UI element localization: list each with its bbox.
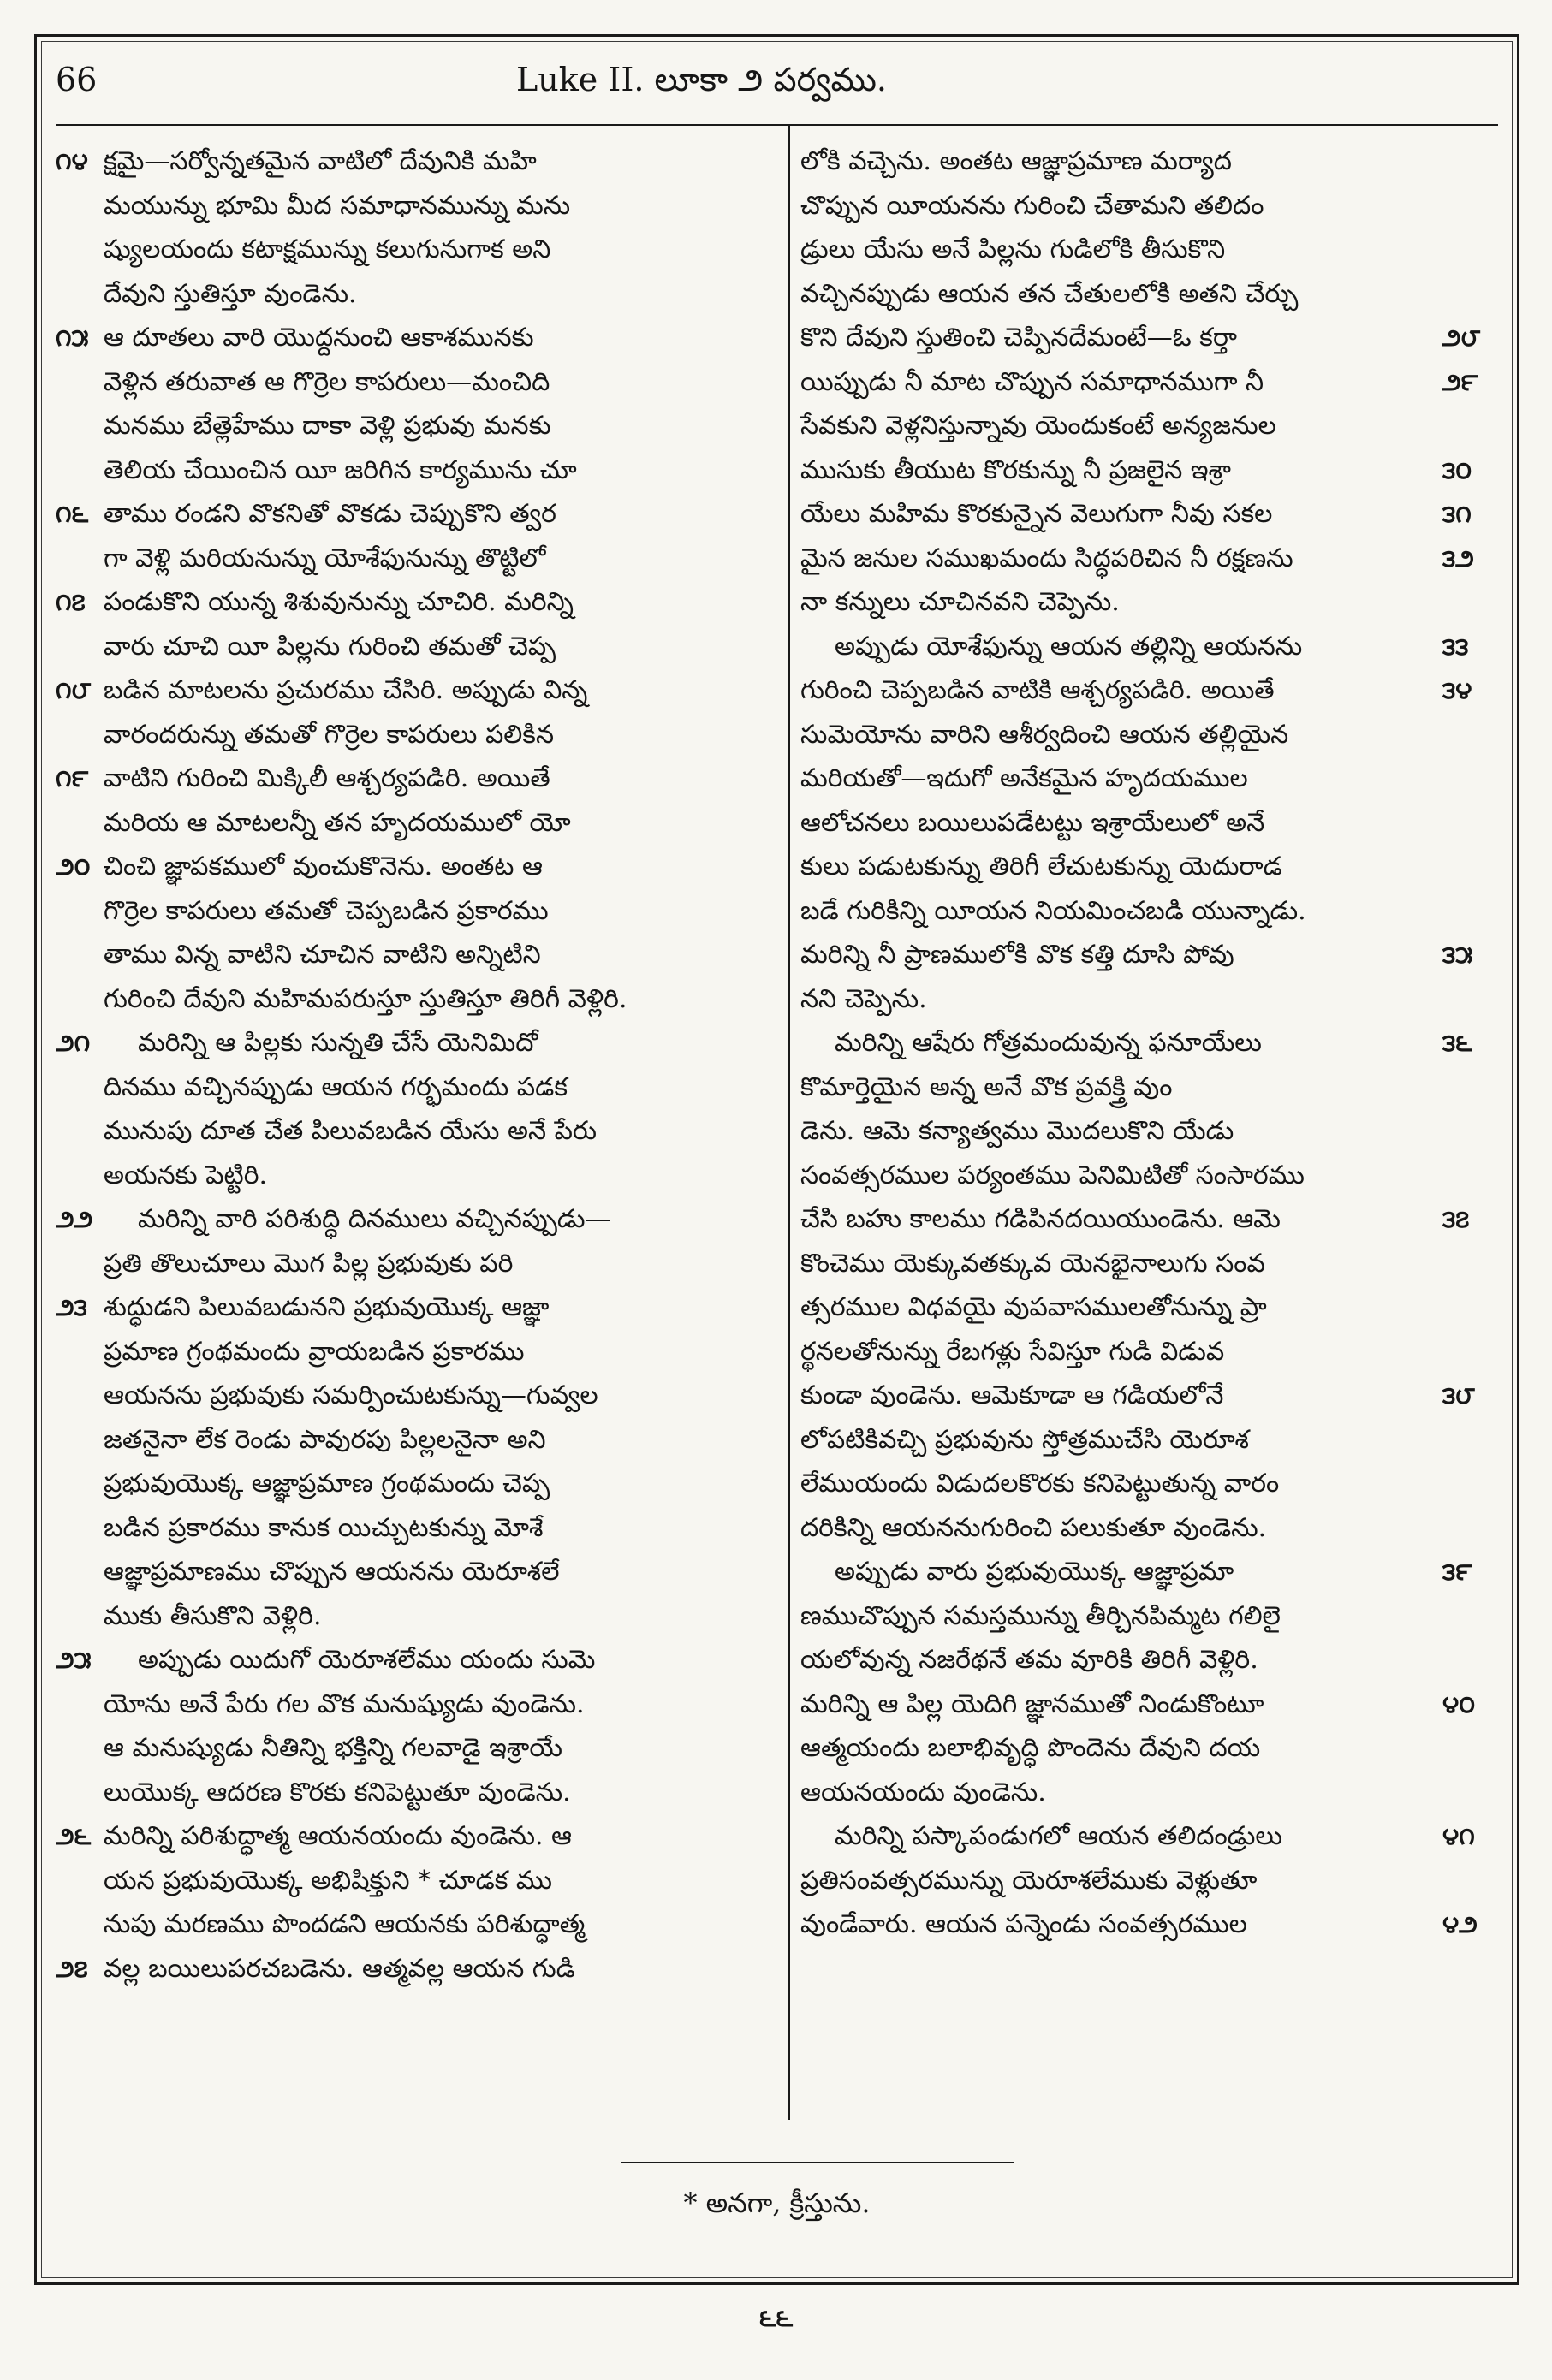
verse-text: నుపు మరణము పొందడని ఆయనకు పరిశుద్ధాత్మ bbox=[104, 1909, 586, 1939]
verse-line bbox=[800, 1374, 1501, 1418]
verse-line bbox=[56, 801, 779, 846]
verse-text: వుండేవారు. ఆయన పన్నెండు సంవత్సరముల bbox=[800, 1909, 1247, 1939]
verse-number: ౨౦ bbox=[56, 852, 91, 881]
verse-line bbox=[56, 1374, 779, 1418]
verse-text: వారు చూచి యీ పిల్లను గురించి తమతో చెప్ప bbox=[104, 631, 556, 662]
verse-text: చేసి బహు కాలము గడిపినదయియుండెను. ఆమె bbox=[800, 1204, 1281, 1234]
verse-text: ముసుకు తీయుట కొరకున్ను నీ ప్రజలైన ఇశ్రా bbox=[800, 454, 1231, 485]
verse-line bbox=[56, 1771, 779, 1815]
verse-line bbox=[800, 1683, 1501, 1727]
verse-line bbox=[56, 316, 779, 360]
verse-text: ప్రభువుయొక్క ఆజ్ఞాప్రమాణ గ్రంథమందు చెప్ప bbox=[104, 1469, 550, 1499]
verse-line bbox=[800, 184, 1501, 229]
verse-text: క్షమై—సర్వోన్నతమైన వాటిలో దేవునికి మహి bbox=[104, 146, 537, 176]
verse-text: వల్ల బయిలుపరచబడెను. ఆత్మవల్ల ఆయన గుడి bbox=[104, 1953, 575, 1984]
verse-text: లేముయందు విడుదలకొరకు కనిపెట్టుతున్న వారం bbox=[800, 1469, 1280, 1499]
verse-text: దరికిన్ని ఆయననుగురించి పలుకుతూ వుండెను. bbox=[800, 1512, 1267, 1543]
verse-line bbox=[56, 1021, 779, 1065]
verse-line bbox=[800, 1154, 1501, 1198]
verse-text: దినము వచ్చినప్పుడు ఆయన గర్భమందు పడక bbox=[104, 1071, 568, 1102]
verse-text: యన ప్రభువుయొక్క అభిషిక్తుని * చూడక ము bbox=[104, 1865, 553, 1896]
verse-line bbox=[56, 580, 779, 625]
page-header bbox=[37, 37, 1517, 122]
verse-text: పండుకొని యున్న శిశువునున్ను చూచిరి. మరిన్ని bbox=[104, 587, 574, 617]
verse-text: గొర్రెల కాపరులు తమతో చెప్పబడిన ప్రకారము bbox=[104, 895, 549, 926]
verse-line bbox=[800, 492, 1501, 537]
page-number: 66 bbox=[56, 61, 98, 98]
verse-text: మరియతో—ఇదుగో అనేకమైన హృదయముల bbox=[800, 763, 1248, 793]
verse-text: అప్పుడు యోశేఫున్ను ఆయన తల్లిన్ని ఆయనను bbox=[835, 631, 1303, 662]
verse-line bbox=[800, 1285, 1501, 1330]
verse-text: మరిన్ని ఆ పిల్ల యెదిగి జ్ఞానముతో నిండుకొంటూ bbox=[800, 1689, 1264, 1719]
verse-number: ౩౭ bbox=[1442, 1205, 1470, 1233]
verse-line bbox=[56, 1859, 779, 1903]
verse-text: యేలు మహిమ కొరకున్నైన వెలుగుగా నీవు సకల bbox=[800, 499, 1273, 529]
verse-text: మనము బేత్లెహేము దాకా వెళ్లి ప్రభువు మనకు bbox=[104, 411, 551, 441]
verse-text: ఆజ్ఞాప్రమాణము చొప్పున ఆయనను యెరూశలే bbox=[104, 1557, 560, 1587]
verse-text: మరిన్ని పరిశుద్ధాత్మ ఆయనయందు వుండెను. ఆ bbox=[104, 1821, 572, 1851]
verse-line bbox=[56, 1550, 779, 1594]
verse-line bbox=[800, 448, 1501, 493]
verse-number: ౩౨ bbox=[1442, 543, 1474, 573]
verse-line bbox=[800, 713, 1501, 757]
verse-text: ప్రతి తొలుచూలు మొగ పిల్ల ప్రభువుకు పరి bbox=[104, 1248, 514, 1279]
verse-text: ఆత్మయందు బలాభివృద్ధి పొందెను దేవుని దయ bbox=[800, 1733, 1261, 1763]
verse-line bbox=[56, 845, 779, 889]
verse-line bbox=[56, 713, 779, 757]
verse-number: ౩౯ bbox=[1442, 1558, 1472, 1586]
verse-line bbox=[800, 1330, 1501, 1374]
verse-number: ౨౭ bbox=[56, 1954, 88, 1983]
verse-line bbox=[56, 1330, 779, 1374]
verse-number: ౩౪ bbox=[1442, 676, 1472, 704]
signature-mark: ౬౬ bbox=[758, 2304, 794, 2332]
verse-line bbox=[800, 1462, 1501, 1506]
verse-line bbox=[800, 1109, 1501, 1154]
verse-text: సేవకుని వెళ్లనిస్తున్నావు యెందుకంటే అన్యజనుల bbox=[800, 411, 1276, 441]
verse-text: బడే గురికిన్ని యీయన నియమించబడి యున్నాడు. bbox=[800, 895, 1306, 926]
header-rule bbox=[56, 124, 1498, 126]
verse-line bbox=[800, 228, 1501, 272]
verse-number: ౨౨ bbox=[56, 1205, 93, 1233]
verse-text: తాము రండని వొకనితో వొకడు చెప్పుకొని త్వర bbox=[104, 499, 556, 529]
verse-text: సుమెయోను వారిని ఆశీర్వదించి ఆయన తల్లియైన bbox=[800, 719, 1289, 750]
verse-line bbox=[56, 625, 779, 669]
verse-line bbox=[800, 1902, 1501, 1947]
verse-line bbox=[56, 360, 779, 405]
verse-line bbox=[56, 977, 779, 1022]
verse-text: ఆ దూతలు వారి యొద్దనుంచి ఆకాశమునకు bbox=[104, 323, 534, 353]
verse-line bbox=[800, 580, 1501, 625]
verse-text: కొమార్తెయైన అన్న అనే వొక ప్రవక్త్రి వుం bbox=[800, 1071, 1173, 1102]
verse-line bbox=[56, 1242, 779, 1286]
verse-text: మరిన్ని పస్కాపండుగలో ఆయన తలిదండ్రులు bbox=[835, 1821, 1282, 1851]
verse-text: గురించి దేవుని మహిమపరుస్తూ స్తుతిస్తూ తిరిగీ వెళ్లిరి. bbox=[104, 983, 627, 1014]
verse-text: లోకి వచ్చెను. అంతట ఆజ్ఞాప్రమాణ మర్యాద bbox=[800, 146, 1232, 176]
verse-number: ౪౦ bbox=[1442, 1689, 1476, 1718]
verse-text: తాము విన్న వాటిని చూచిన వాటిని అన్నిటిని bbox=[104, 940, 541, 970]
verse-line bbox=[800, 668, 1501, 713]
verse-text: ప్రతిసంవత్సరమున్ను యెరూశలేముకు వెళ్లుతూ bbox=[800, 1865, 1258, 1896]
verse-line bbox=[800, 889, 1501, 934]
verse-text: ఆలోచనలు బయిలుపడేటట్టు ఇశ్రాయేలులో అనే bbox=[800, 807, 1265, 838]
verse-text: శుద్ధుడని పిలువబడునని ప్రభువుయొక్క ఆజ్ఞా bbox=[104, 1292, 550, 1322]
verse-number: ౧౫ bbox=[56, 323, 89, 352]
verse-line bbox=[56, 537, 779, 581]
verse-number: ౨౩ bbox=[56, 1293, 87, 1321]
verse-text: మరిన్ని వారి పరిశుద్ధి దినములు వచ్చినప్పుడు— bbox=[138, 1204, 611, 1234]
verse-line bbox=[800, 1859, 1501, 1903]
verse-text: బడిన ప్రకారము కానుక యిచ్చుటకున్ను మోశే bbox=[104, 1512, 544, 1543]
verse-line bbox=[800, 537, 1501, 581]
verse-text: యోను అనే పేరు గల వొక మనుష్యుడు వుండెను. bbox=[104, 1689, 585, 1719]
verse-line bbox=[800, 801, 1501, 846]
verse-line bbox=[56, 933, 779, 977]
column-divider bbox=[788, 126, 790, 2120]
verse-number: ౨౮ bbox=[1442, 323, 1481, 352]
verse-text: డెను. ఆమె కన్యాత్వము మొదలుకొని యేడు bbox=[800, 1116, 1234, 1146]
verse-line bbox=[800, 1506, 1501, 1551]
verse-text: తెలియ చేయించిన యీ జరిగిన కార్యమును చూ bbox=[104, 454, 577, 485]
verse-line bbox=[800, 1550, 1501, 1594]
verse-text: అప్పుడు యిదుగో యెరూశలేము యందు సుమె bbox=[138, 1645, 596, 1675]
verse-text: మైన జనుల సముఖమందు సిద్ధపరిచిన నీ రక్షణను bbox=[800, 543, 1293, 573]
verse-line bbox=[56, 1638, 779, 1683]
verse-text: ప్రమాణ గ్రంథమందు వ్రాయబడిన ప్రకారము bbox=[104, 1336, 525, 1367]
verse-text: యిప్పుడు నీ మాట చొప్పున సమాధానముగా నీ bbox=[800, 366, 1264, 397]
verse-line bbox=[56, 184, 779, 229]
verse-line bbox=[56, 668, 779, 713]
verse-line bbox=[56, 1726, 779, 1771]
verse-text: కులు పడుటకున్ను తిరిగీ లేచుటకున్ను యెదురాడ bbox=[800, 852, 1282, 881]
verse-number: ౩౩ bbox=[1442, 632, 1469, 661]
verse-line bbox=[56, 1902, 779, 1947]
verse-text: కొంచెము యెక్కువతక్కువ యెనభైనాలుగు సంవ bbox=[800, 1248, 1265, 1279]
verse-line bbox=[56, 1683, 779, 1727]
verse-line bbox=[800, 1814, 1501, 1859]
verse-text: ర్థనలతోనున్ను రేబగళ్లు సేవిస్తూ గుడి విడువ bbox=[800, 1336, 1225, 1367]
verse-number: ౧౯ bbox=[56, 764, 89, 792]
verse-text: లుయొక్క ఆదరణ కొరకు కనిపెట్టుతూ వుండెను. bbox=[104, 1777, 571, 1807]
verse-line bbox=[800, 1771, 1501, 1815]
verse-line bbox=[56, 757, 779, 801]
verse-text: కుండా వుండెను. ఆమెకూడా ఆ గడియలోనే bbox=[800, 1380, 1224, 1410]
verse-line bbox=[56, 1462, 779, 1506]
verse-text: ఆ మనుష్యుడు నీతిన్ని భక్తిన్ని గలవాడై ఇశ్రాయే bbox=[104, 1733, 562, 1763]
verse-line bbox=[56, 1506, 779, 1551]
verse-line bbox=[56, 492, 779, 537]
footnote-rule bbox=[621, 2162, 1014, 2163]
verse-text: మరిన్ని ఆ పిల్లకు సున్నతి చేసే యెనిమిదో bbox=[138, 1028, 538, 1058]
verse-text: వెళ్లిన తరువాత ఆ గొర్రెల కాపరులు—మంచిది bbox=[104, 366, 550, 397]
verse-number: ౨౫ bbox=[56, 1646, 92, 1674]
verse-line bbox=[56, 1814, 779, 1859]
verse-text: బడిన మాటలను ప్రచురము చేసిరి. అప్పుడు విన్న bbox=[104, 675, 588, 705]
verse-line bbox=[800, 933, 1501, 977]
verse-number: ౩౦ bbox=[1442, 455, 1472, 484]
verse-line bbox=[800, 139, 1501, 184]
verse-number: ౧౪ bbox=[56, 147, 88, 175]
verse-line bbox=[56, 1065, 779, 1110]
verse-text: ఆయనయందు వుండెను. bbox=[800, 1777, 1046, 1807]
verse-text: ముకు తీసుకొని వెళ్లిరి. bbox=[104, 1600, 322, 1631]
verse-number: ౧౭ bbox=[56, 588, 86, 616]
verse-text: మరిన్ని ఆషేరు గోత్రమందువున్న ఫనూయేలు bbox=[835, 1028, 1262, 1058]
verse-text: మరిన్ని నీ ప్రాణములోకి వొక కత్తి దూసి పోవు bbox=[800, 940, 1234, 970]
verse-text: ణముచొప్పున సమస్తమున్ను తీర్చినపిమ్మట గలిలై bbox=[800, 1600, 1281, 1631]
verse-text: గా వెళ్లి మరియనున్ను యోశేఫునున్ను తొట్టిలో bbox=[104, 543, 546, 573]
verse-line bbox=[56, 1594, 779, 1639]
verse-line bbox=[56, 1154, 779, 1198]
verse-text: మునుపు దూత చేత పిలువబడిన యేసు అనే పేరు bbox=[104, 1116, 598, 1146]
verse-text: కొని దేవుని స్తుతించి చెప్పినదేమంటే—ఓ కర్తా bbox=[800, 323, 1237, 353]
text-columns bbox=[56, 139, 1498, 2142]
verse-line bbox=[800, 1638, 1501, 1683]
verse-number: ౩౮ bbox=[1442, 1381, 1475, 1410]
verse-line bbox=[800, 1418, 1501, 1463]
verse-text: నని చెప్పెను. bbox=[800, 983, 927, 1014]
verse-number: ౧౬ bbox=[56, 500, 89, 528]
verse-line bbox=[56, 448, 779, 493]
verse-line bbox=[56, 1109, 779, 1154]
verse-text: ఆయనను ప్రభువుకు సమర్పించుటకున్ను—గువ్వల bbox=[104, 1380, 598, 1410]
verse-line bbox=[56, 889, 779, 934]
verse-number: ౨౬ bbox=[56, 1822, 92, 1850]
verse-text: గురించి చెప్పబడిన వాటికి ఆశ్చర్యపడిరి. అయితే bbox=[800, 675, 1275, 705]
verse-number: ౩౬ bbox=[1442, 1029, 1472, 1057]
verse-line bbox=[800, 1065, 1501, 1110]
verse-text: మరియ ఆ మాటలన్నీ తన హృదయములో యో bbox=[104, 807, 571, 838]
verse-line bbox=[800, 845, 1501, 889]
verse-line bbox=[800, 1021, 1501, 1065]
verse-text: యలోవున్న నజరేథనే తమ వూరికి తిరిగీ వెళ్లిరి. bbox=[800, 1645, 1258, 1675]
verse-text: అప్పుడు వారు ప్రభువుయొక్క ఆజ్ఞాప్రమా bbox=[835, 1557, 1234, 1587]
verse-text: జతనైనా లేక రెండు పావురపు పిల్లలనైనా అని bbox=[104, 1424, 546, 1455]
verse-line bbox=[800, 1197, 1501, 1242]
verse-text: వాటిని గురించి మిక్కిలీ ఆశ్చర్యపడిరి. అయితే bbox=[104, 763, 550, 793]
verse-text: వారందరున్ను తమతో గొర్రెల కాపరులు పలికిన bbox=[104, 719, 555, 750]
verse-text: చొప్పున యీయనను గురించి చేతామని తలిదం bbox=[800, 190, 1264, 221]
verse-line bbox=[800, 360, 1501, 405]
verse-line bbox=[800, 404, 1501, 448]
verse-line bbox=[800, 1726, 1501, 1771]
verse-line bbox=[56, 1197, 779, 1242]
verse-line bbox=[56, 1285, 779, 1330]
verse-line bbox=[800, 1242, 1501, 1286]
verse-line bbox=[56, 1418, 779, 1463]
verse-line bbox=[800, 1594, 1501, 1639]
verse-text: దేవుని స్తుతిస్తూ వుండెను. bbox=[104, 278, 357, 309]
right-column bbox=[800, 139, 1501, 2142]
verse-line bbox=[56, 228, 779, 272]
verse-line bbox=[800, 272, 1501, 317]
verse-number: ౧౮ bbox=[56, 676, 92, 704]
verse-number: ౨౧ bbox=[56, 1029, 91, 1057]
verse-number: ౪౧ bbox=[1442, 1822, 1475, 1850]
verse-text: డ్రులు యేసు అనే పిల్లను గుడిలోకి తీసుకొని bbox=[800, 234, 1226, 264]
running-title: Luke II. లూకా ౨ పర్వము. bbox=[516, 61, 887, 98]
verse-text: సంవత్సరముల పర్యంతము పెనిమిటితో సంసారము bbox=[800, 1160, 1305, 1190]
page-frame bbox=[34, 34, 1519, 2285]
verse-number: ౪౨ bbox=[1442, 1910, 1478, 1938]
verse-line bbox=[56, 1947, 779, 1991]
verse-number: ౨౯ bbox=[1442, 367, 1478, 396]
verse-line bbox=[56, 139, 779, 184]
verse-text: ష్యులయందు కటాక్షమున్ను కలుగునుగాక అని bbox=[104, 234, 551, 264]
footnote: * అనగా, క్రీస్తును. bbox=[683, 2187, 871, 2219]
verse-line bbox=[800, 977, 1501, 1022]
verse-text: లోపటికివచ్చి ప్రభువును స్తోత్రముచేసి యెరూశ bbox=[800, 1424, 1250, 1455]
verse-line bbox=[800, 757, 1501, 801]
verse-text: అయనకు పెట్టిరి. bbox=[104, 1160, 268, 1190]
verse-text: త్సరముల విధవయై వుపవాసములతోనున్ను ప్రా bbox=[800, 1292, 1267, 1322]
verse-line bbox=[800, 625, 1501, 669]
verse-text: నా కన్నులు చూచినవని చెప్పెను. bbox=[800, 587, 1120, 617]
verse-line bbox=[56, 404, 779, 448]
verse-line bbox=[56, 272, 779, 317]
verse-text: చించి జ్ఞాపకములో వుంచుకొనెను. అంతట ఆ bbox=[104, 852, 543, 881]
verse-text: వచ్చినప్పుడు ఆయన తన చేతులలోకి అతని చేర్చు bbox=[800, 278, 1299, 309]
verse-line bbox=[800, 316, 1501, 360]
verse-number: ౩౫ bbox=[1442, 941, 1473, 969]
left-column bbox=[56, 139, 779, 2142]
verse-text: మయున్ను భూమి మీద సమాధానమున్ను మను bbox=[104, 190, 571, 221]
verse-number: ౩౧ bbox=[1442, 500, 1472, 528]
